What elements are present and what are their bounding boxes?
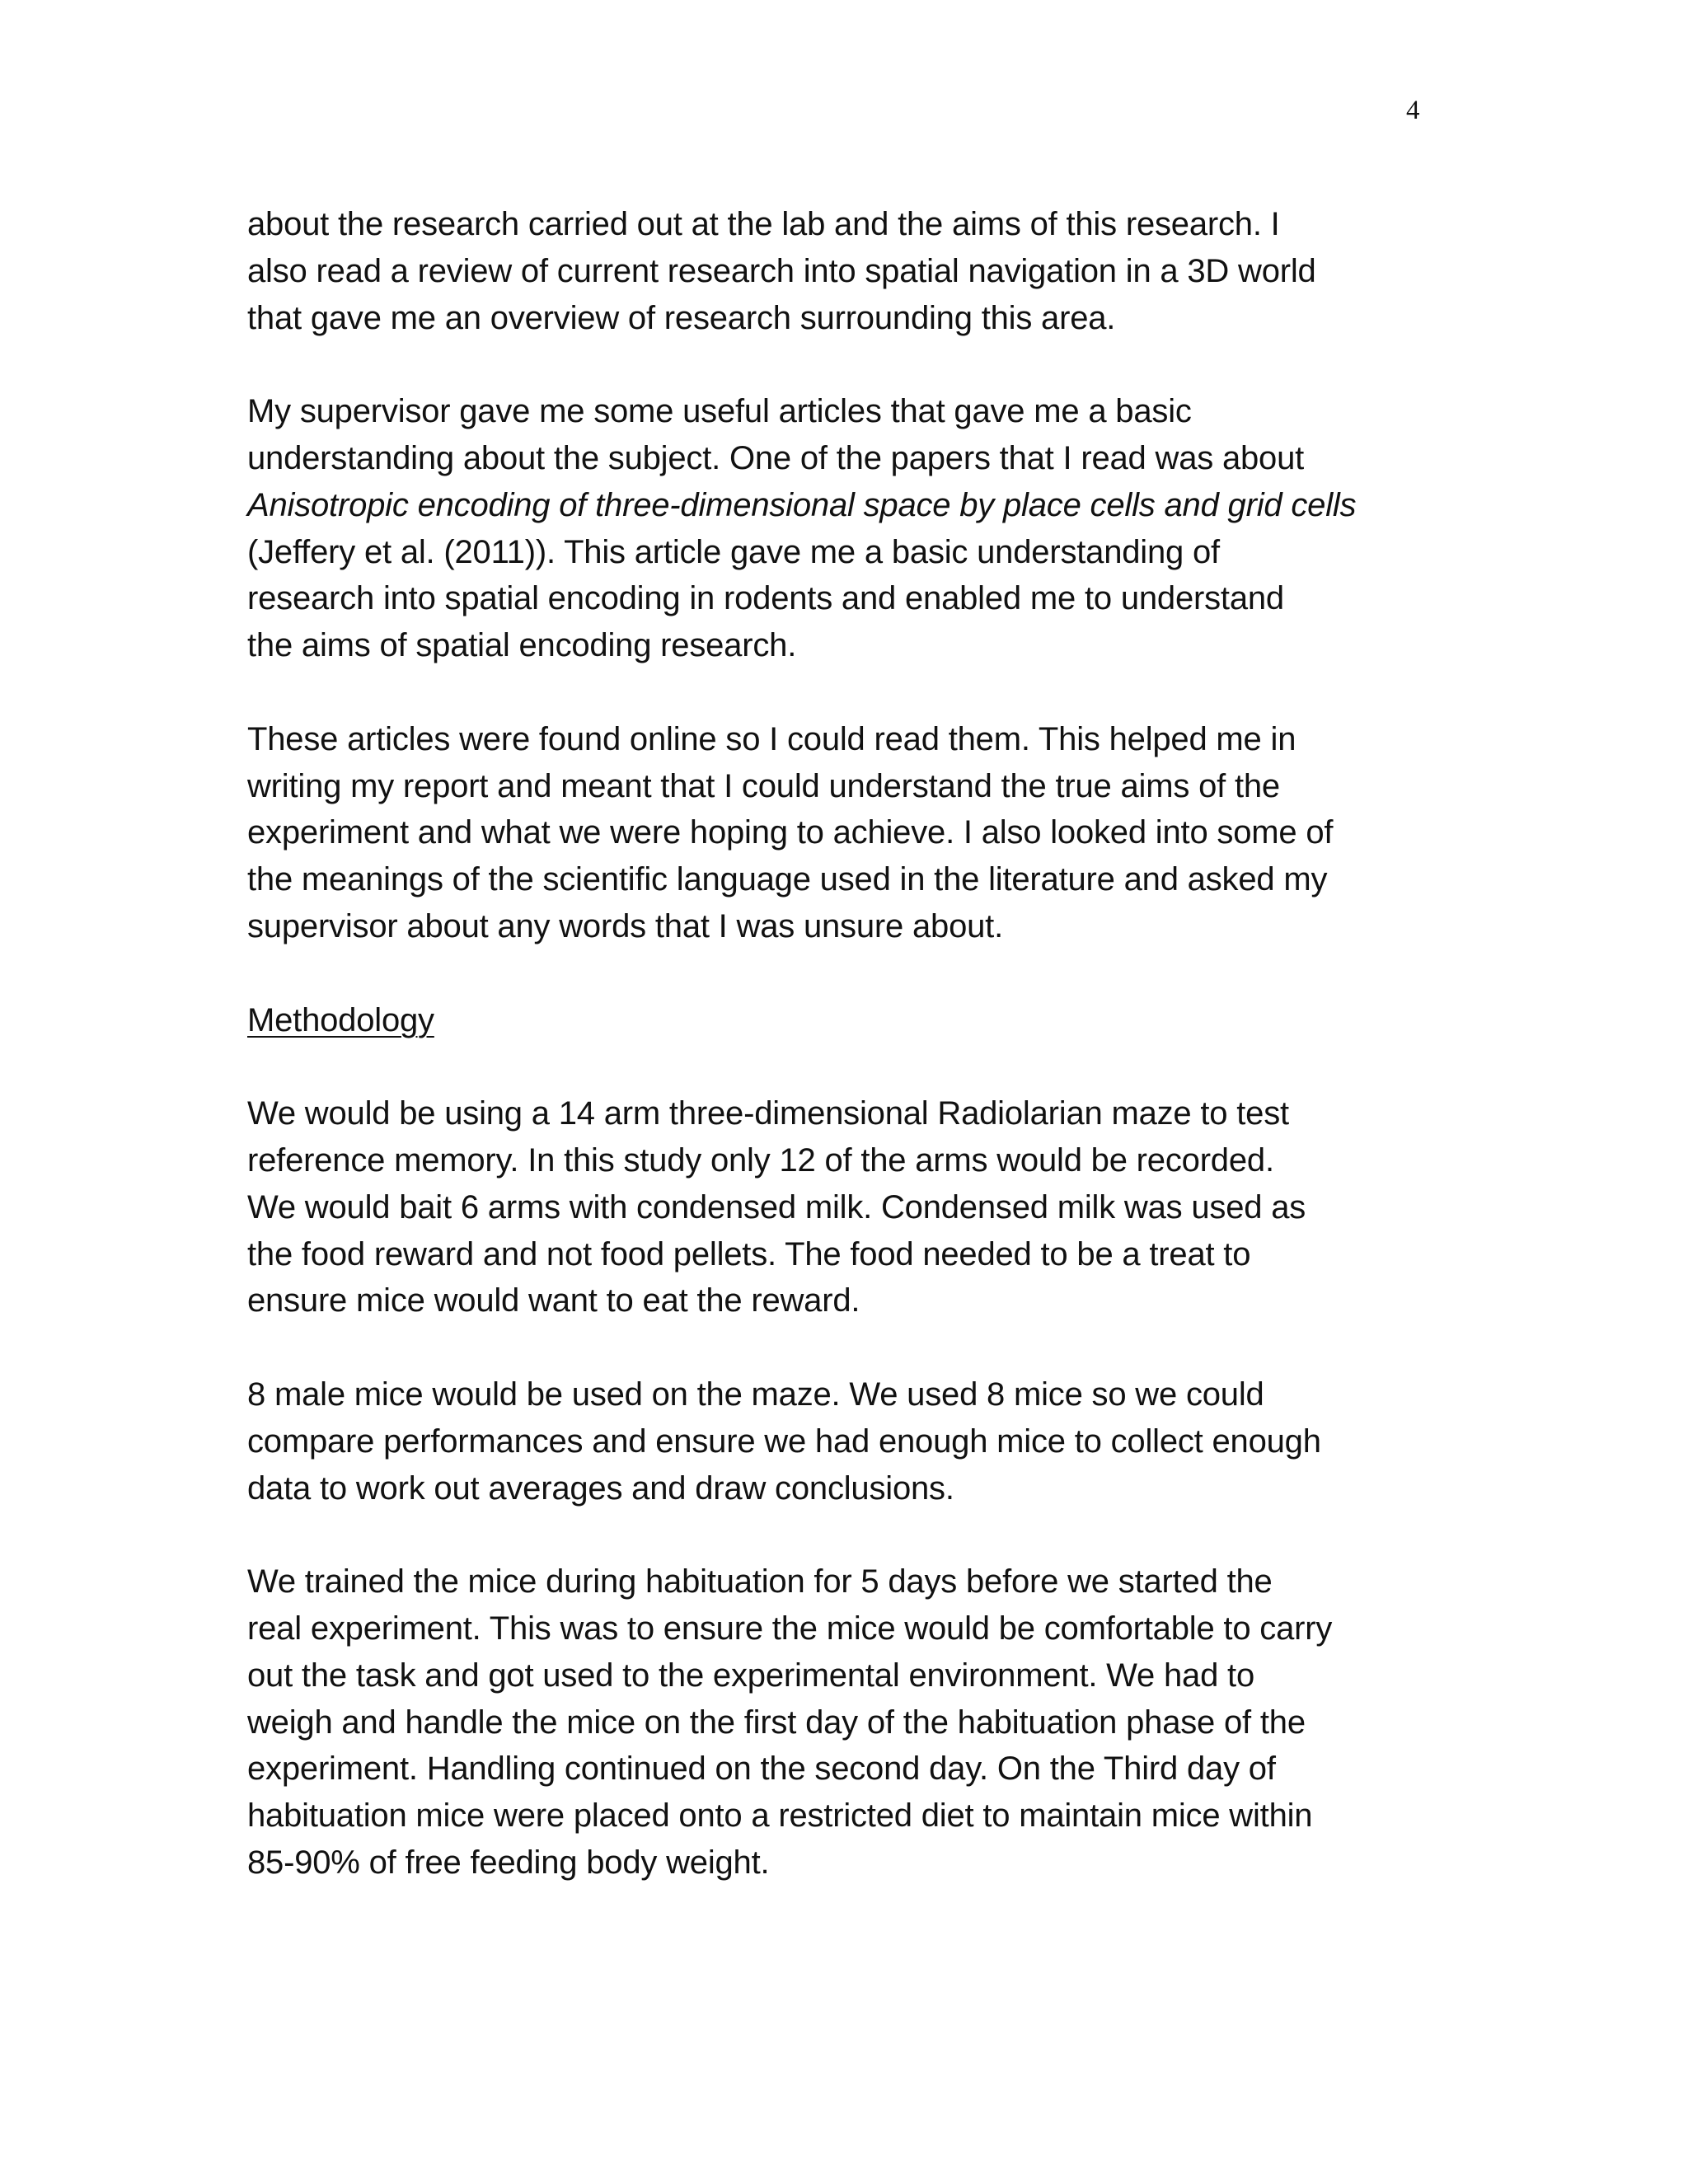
paragraph-habituation — [247, 1558, 1451, 1886]
text-line: habituation mice were placed onto a restricted diet to maintain mice within — [247, 1797, 1313, 1835]
text-line: 8 male mice would be used on the maze. We used 8 mice so we could — [247, 1376, 1264, 1413]
text-line: weigh and handle the mice on the first day of the habituation phase of the — [247, 1704, 1306, 1741]
text-line: data to work out averages and draw conclusions. — [247, 1469, 954, 1507]
text-line: real experiment. This was to ensure the mice would be comfortable to carry — [247, 1610, 1333, 1647]
text-line: out the task and got used to the experimental environment. We had to — [247, 1657, 1254, 1694]
text-line-italic-wrapper — [247, 482, 1451, 529]
page-number: 4 — [1406, 96, 1420, 125]
body-text — [247, 201, 1451, 1886]
paragraph-maze — [247, 1090, 1451, 1324]
text-line: We trained the mice during habituation for 5 days before we started the — [247, 1563, 1273, 1601]
text-line: These articles were found online so I could read them. This helped me in — [247, 720, 1296, 757]
text-line: the aims of spatial encoding research. — [247, 627, 797, 664]
text-line: experiment. Handling continued on the second day. On the Third day of — [247, 1750, 1276, 1788]
text-line: ensure mice would want to eat the reward. — [247, 1282, 860, 1319]
text-line: that gave me an overview of research surrounding this area. — [247, 299, 1116, 336]
text-line: writing my report and meant that I could understand the true aims of the — [247, 767, 1280, 804]
paragraph-articles-online — [247, 716, 1451, 950]
heading-text: Methodology — [247, 1001, 434, 1038]
section-heading-methodology — [247, 997, 1451, 1044]
text-line: reference memory. In this study only 12 of the arms would be recorded. — [247, 1141, 1274, 1179]
paragraph-mice — [247, 1371, 1451, 1511]
text-line: experiment and what we were hoping to achieve. I also looked into some of — [247, 814, 1334, 851]
text-line: We would bait 6 arms with condensed milk. Condensed milk was used as — [247, 1188, 1306, 1226]
text-line: also read a review of current research into spatial navigation in a 3D world — [247, 252, 1316, 289]
text-line: 85-90% of free feeding body weight. — [247, 1844, 770, 1881]
text-line: the meanings of the scientific language used in the literature and asked my — [247, 861, 1328, 898]
paragraph-intro-continued — [247, 201, 1451, 341]
text-line: research into spatial encoding in rodents and enabled me to understand — [247, 580, 1284, 617]
text-line: (Jeffery et al. (2011)). This article gave me a basic understanding of — [247, 533, 1220, 570]
text-line: compare performances and ensure we had enough mice to collect enough — [247, 1422, 1321, 1460]
text-line: We would be using a 14 arm three-dimensional Radiolarian maze to test — [247, 1095, 1289, 1132]
article-title: Anisotropic encoding of three-dimensional space by place cells and grid cells — [247, 486, 1357, 523]
text-line: supervisor about any words that I was unsure about. — [247, 907, 1003, 944]
text-line: about the research carried out at the lab and the aims of this research. I — [247, 206, 1280, 242]
paragraph-supervisor-articles — [247, 388, 1451, 669]
text-line: the food reward and not food pellets. The food needed to be a treat to — [247, 1235, 1251, 1272]
text-line: understanding about the subject. One of the papers that I read was about — [247, 439, 1305, 476]
text-line: My supervisor gave me some useful articles that gave me a basic — [247, 393, 1192, 430]
